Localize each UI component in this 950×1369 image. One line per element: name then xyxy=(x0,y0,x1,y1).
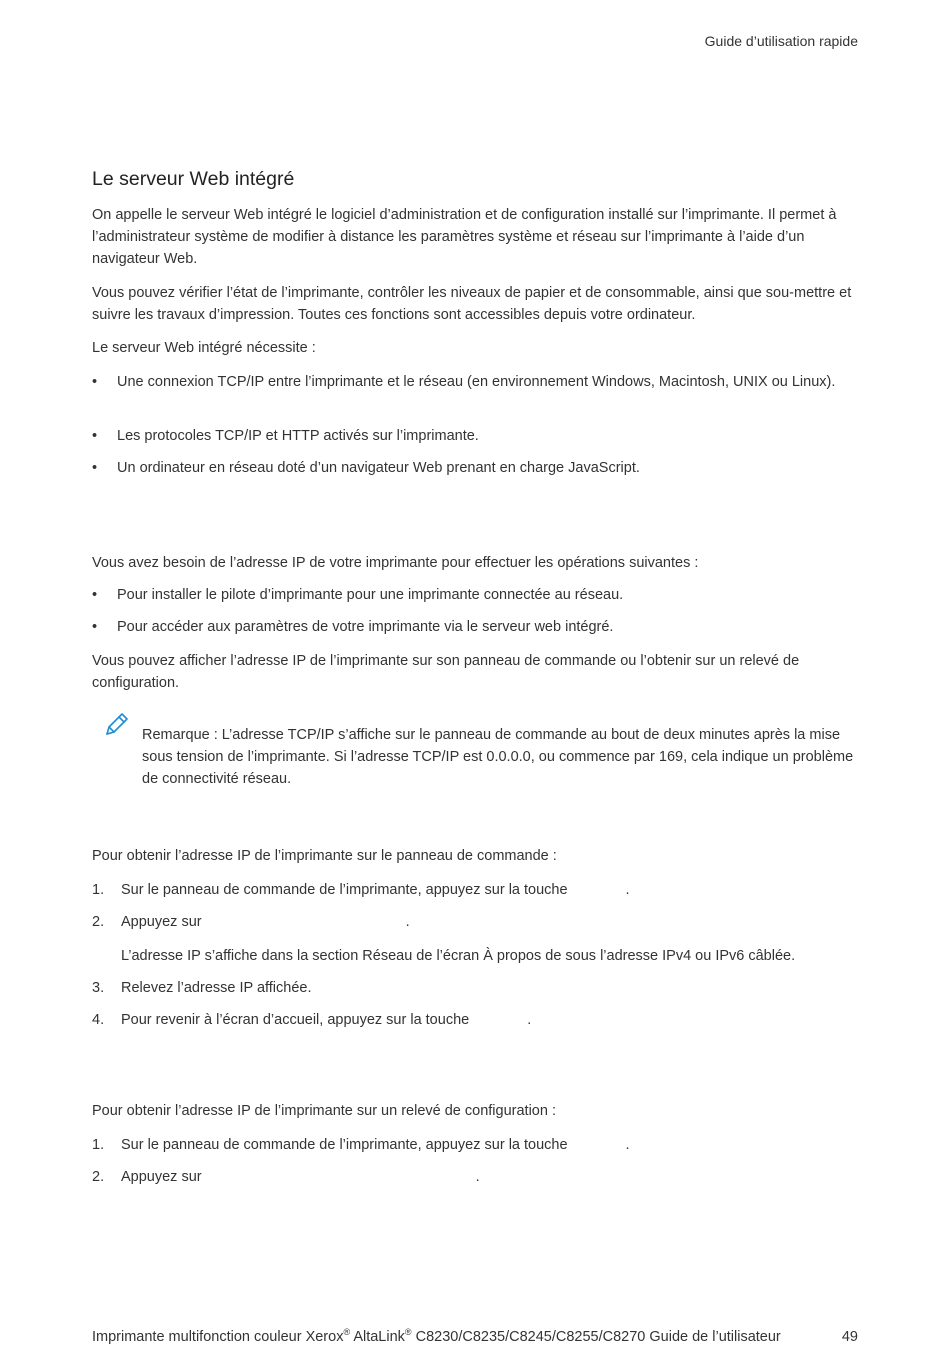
step-end: . xyxy=(625,882,630,898)
footer-product-title xyxy=(92,1326,782,1348)
step-end: . xyxy=(527,1012,532,1028)
step-number: 4. xyxy=(92,1012,105,1028)
paragraph-ip-location: Vous pouvez afficher l’adresse IP de l’imprimante sur son panneau de commande ou l’obtenir sur un relevé de configuration. xyxy=(92,653,800,691)
paragraph-ip-intro: Vous avez besoin de l’adresse IP de votre imprimante pour effectuer les opérations suivantes : xyxy=(92,555,699,571)
step-number: 1. xyxy=(92,1137,105,1153)
step-number: 2. xyxy=(92,914,105,930)
step-end: . xyxy=(475,1169,480,1185)
list-item-text: Pour installer le pilote d’imprimante pour une imprimante connectée au réseau. xyxy=(117,587,624,603)
step-number: 2. xyxy=(92,1169,105,1185)
step-item xyxy=(92,1009,852,1031)
step-text: Appuyez sur xyxy=(121,914,202,930)
step-text: Relevez l’adresse IP affichée. xyxy=(121,980,312,996)
note-text: Remarque : L’adresse TCP/IP s’affiche sur le panneau de commande au bout de deux minutes après la mise sous tension de l’imprimante. Si l’adresse TCP/IP est 0.0.0.0, ou commence par 169, cela indique un problème de connectivité réseau. xyxy=(142,726,854,787)
running-header: Guide d’utilisation rapide xyxy=(704,33,858,49)
bullet-marker: • xyxy=(92,428,98,444)
page-number: 49 xyxy=(841,1329,858,1345)
paragraph-requirements-intro: Le serveur Web intégré nécessite : xyxy=(92,340,316,356)
step-result: L’adresse IP s’affiche dans la section Réseau de l’écran À propos de sous l’adresse IPv4 ou IPv6 câblée. xyxy=(121,948,796,964)
list-item-text: Pour accéder aux paramètres de votre imprimante via le serveur web intégré. xyxy=(117,619,614,635)
paragraph-control-panel-intro: Pour obtenir l’adresse IP de l’imprimante sur le panneau de commande : xyxy=(92,848,557,864)
footer-text-b: AltaLink xyxy=(350,1329,405,1345)
footer-text-a: Imprimante multifonction couleur Xerox xyxy=(92,1329,344,1345)
bullet-marker: • xyxy=(92,374,98,390)
step-end: . xyxy=(625,1137,630,1153)
list-item xyxy=(92,371,852,415)
step-end: . xyxy=(405,914,410,930)
step-item xyxy=(92,1166,852,1188)
bullet-marker: • xyxy=(92,460,98,476)
list-item xyxy=(92,616,852,638)
step-number: 1. xyxy=(92,882,105,898)
list-item-text: Un ordinateur en réseau doté d’un navigateur Web prenant en charge JavaScript. xyxy=(117,460,640,476)
footer-text-c: C8230/C8235/C8245/C8255/C8270 Guide de l’utilisateur xyxy=(411,1329,781,1345)
step-item xyxy=(92,911,852,933)
step-item xyxy=(92,1134,852,1156)
bullet-marker: • xyxy=(92,619,98,635)
step-text: Sur le panneau de commande de l’imprimante, appuyez sur la touche xyxy=(121,882,568,898)
step-item xyxy=(92,977,852,999)
bullet-marker: • xyxy=(92,587,98,603)
section-title: Le serveur Web intégré xyxy=(92,168,295,190)
paragraph-intro: On appelle le serveur Web intégré le logiciel d’administration et de configuration installé sur l’imprimante. Il permet à l’administrateur système de modifier à distance les paramètres système et réseau sur l’imprimante à l’aide d’un navigateur Web. xyxy=(92,207,837,267)
registered-mark: ® xyxy=(343,1327,351,1338)
pencil-note-icon xyxy=(104,711,130,737)
step-text: Pour revenir à l’écran d’accueil, appuyez sur la touche xyxy=(121,1012,470,1028)
paragraph-config-report-intro: Pour obtenir l’adresse IP de l’imprimante sur un relevé de configuration : xyxy=(92,1103,556,1119)
step-text: Sur le panneau de commande de l’imprimante, appuyez sur la touche xyxy=(121,1137,568,1153)
step-number: 3. xyxy=(92,980,105,996)
list-item-text: Les protocoles TCP/IP et HTTP activés sur l’imprimante. xyxy=(117,428,479,444)
step-item xyxy=(92,879,852,901)
list-item-text: Une connexion TCP/IP entre l’imprimante et le réseau (en environnement Windows, Macintosh, UNIX ou Linux). xyxy=(117,374,836,390)
paragraph-features: Vous pouvez vérifier l’état de l’imprimante, contrôler les niveaux de papier et de consommable, ainsi que sou-mettre et suivre les travaux d’impression. Toutes ces fonctions sont accessibles depuis votre ordinateur. xyxy=(92,285,852,323)
list-item xyxy=(92,457,852,479)
step-text: Appuyez sur xyxy=(121,1169,202,1185)
registered-mark: ® xyxy=(404,1327,412,1338)
list-item xyxy=(92,425,852,447)
list-item xyxy=(92,584,852,606)
